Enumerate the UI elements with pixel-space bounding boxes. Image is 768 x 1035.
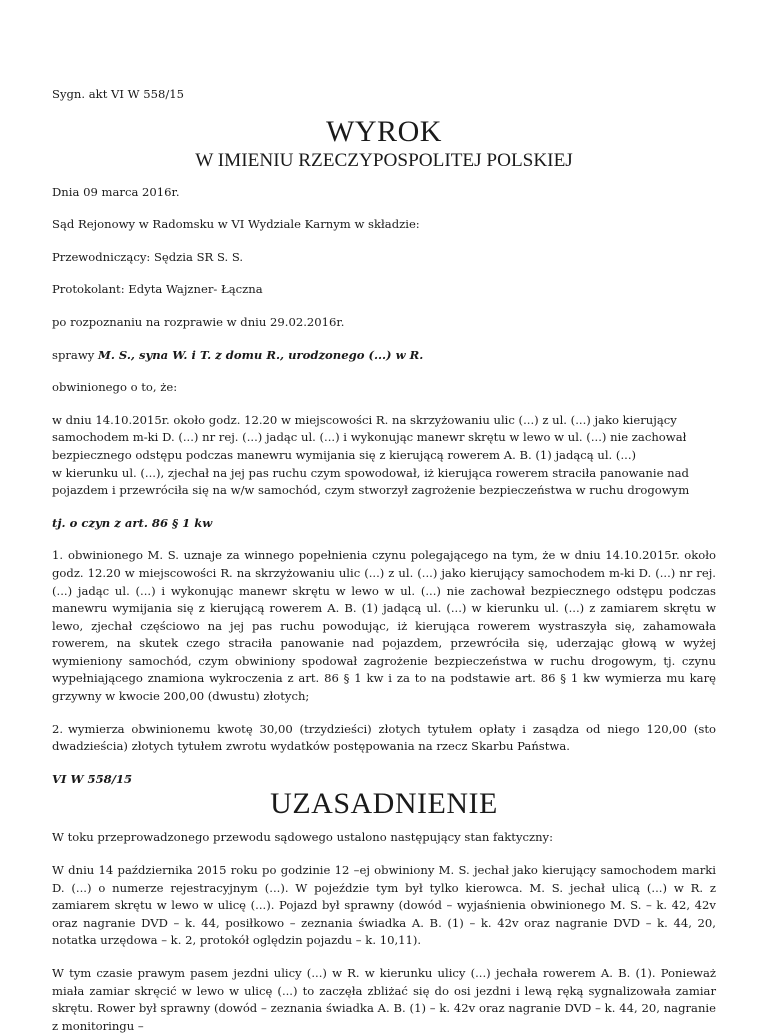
case-reference: Sygn. akt VI W 558/15 xyxy=(52,87,185,101)
verdict-item-1 xyxy=(52,547,716,705)
document-subtitle: W IMIENIU RZECZYPOSPOLITEJ POLSKIEJ xyxy=(195,149,573,171)
facts-intro: W toku przeprowadzonego przewodu sądowego ustalono następujący stan faktyczny: xyxy=(52,830,554,845)
accused-intro: obwinionego o to, że: xyxy=(52,380,178,395)
case-subject xyxy=(52,347,716,365)
accused-party: M. S., syna W. i T. z domu R., urodzonego (...) w R. xyxy=(98,347,424,362)
hearing-date: po rozpoznaniu na rozprawie w dniu 29.02.2016r. xyxy=(52,314,345,329)
facts-paragraph-2: W tym czasie prawym pasem jezdni ulicy (...) w R. w kierunku ulicy (...) jechała rowerem A. B. (1). Ponieważ miała zamiar skręcić w lewo w ulicę (...) to zaczęła zbliżać się do osi jezdni i lewą ręką sygnalizowała zamiar skrętu. Rower był sprawny (dowód – zeznania świadka A. B. (1) – k. 42v oraz nagranie DVD – k. 44, 20, nagranie z monitoringu – xyxy=(52,966,716,1033)
court-composition: Sąd Rejonowy w Radomsku w VI Wydziale Karnym w składzie: xyxy=(52,217,420,232)
verdict-date: Dnia 09 marca 2016r. xyxy=(52,184,180,199)
verdict-item-1-number: 1. xyxy=(52,548,64,563)
verdict-item-2-text: wymierza obwinionemu kwotę 30,00 (trzydzieści) złotych tytułem opłaty i zasądza od niego 120,00 (sto dwadzieścia) złotych tytułem zwrotu wydatków postępowania na rzecz Skarbu Państwa. xyxy=(52,721,716,754)
justification-heading: UZASADNIENIE xyxy=(270,787,498,821)
verdict-item-2-number: 2. xyxy=(52,721,64,736)
charge-line-2: w kierunku ul. (...), zjechał na jej pas ruchu czym spowodował, iż kierująca rowerem straciła panowanie nad pojazdem i przewróciła się na w/w samochód, czym stworzył zagrożenie bezpieczeństwa w ruchu drogowym xyxy=(52,465,690,498)
verdict-item-2 xyxy=(52,721,716,756)
court-clerk: Protokolant: Edyta Wajzner- Łączna xyxy=(52,282,263,297)
facts-paragraph-1: W dniu 14 października 2015 roku po godzinie 12 –ej obwiniony M. S. jechał jako kierujący samochodem marki D. (...) o numerze rejestracyjnym (...). W pojeździe tym był tylko kierowca. M. S. jechał ulicą (...) w R. z zamiarem skrętu w lewo w ulicę (...). Pojazd był sprawny (dowód – wyjaśnienia obwinionego M. S. – k. 42, 42v oraz nagranie DVD – k. 44, posiłkowo – zeznania świadka A. B. (1) – k. 42v oraz nagranie DVD – k. 44, 20, notatka urzędowa – k. 2, protokół oględzin pojazdu – k. 10,11). xyxy=(52,863,716,948)
verdict-item-1-text: obwinionego M. S. uznaje za winnego popełnienia czynu polegającego na tym, że w dniu 14.10.2015r. około godz. 12.20 w miejscowości R. na skrzyżowaniu ulic (...) z ul. (...) jako kierujący samochodem m-ki D. (...) nr rej. (...) jadąc ul. (...) i wykonując manewr skrętu w lewo w ul. (...) nie zachował bezpiecznego odstępu podczas manewru wymijania się z kierującą rowerem A. B. (1) jadącą ul. (...) w kierunku ul. (...) z zamiarem skrętu w lewo, zjechał częściowo na jej pas ruchu powodując, iż kierująca rowerem wystraszyła się, zahamowała rowerem, na skutek czego straciła panowanie nad pojazdem, przewróciła się, uderzając głową w wyżej wymieniony samochód, czym obwiniony spodował zagrożenie bezpieczeństwa w ruchu drogowym, tj. czynu wypełniającego znamiona wykroczenia z art. 86 § 1 kw i za to na podstawie art. 86 § 1 kw wymierza mu karę grzywny w kwocie 200,00 (dwustu) złotych; xyxy=(52,548,716,704)
charge-description xyxy=(52,412,716,500)
charge-line-1: w dniu 14.10.2015r. około godz. 12.20 w miejscowości R. na skrzyżowaniu ulic (...) z ul. (...) jako kierujący samochodem m-ki D. (...) nr rej. (...) jadąc ul. (...) i wykonując manewr skrętu w lewo w ul. (...) nie zachował bezpiecznego odstępu podczas manewru wymijania się z kierującą rowerem A. B. (1) jadącą ul. (...) xyxy=(52,412,687,462)
offense-article: tj. o czyn z art. 86 § 1 kw xyxy=(52,515,213,530)
case-prefix: sprawy xyxy=(52,347,98,362)
document-title: WYROK xyxy=(326,114,442,148)
presiding-judge: Przewodniczący: Sędzia SR S. S. xyxy=(52,249,244,264)
case-reference-2: VI W 558/15 xyxy=(52,771,133,786)
